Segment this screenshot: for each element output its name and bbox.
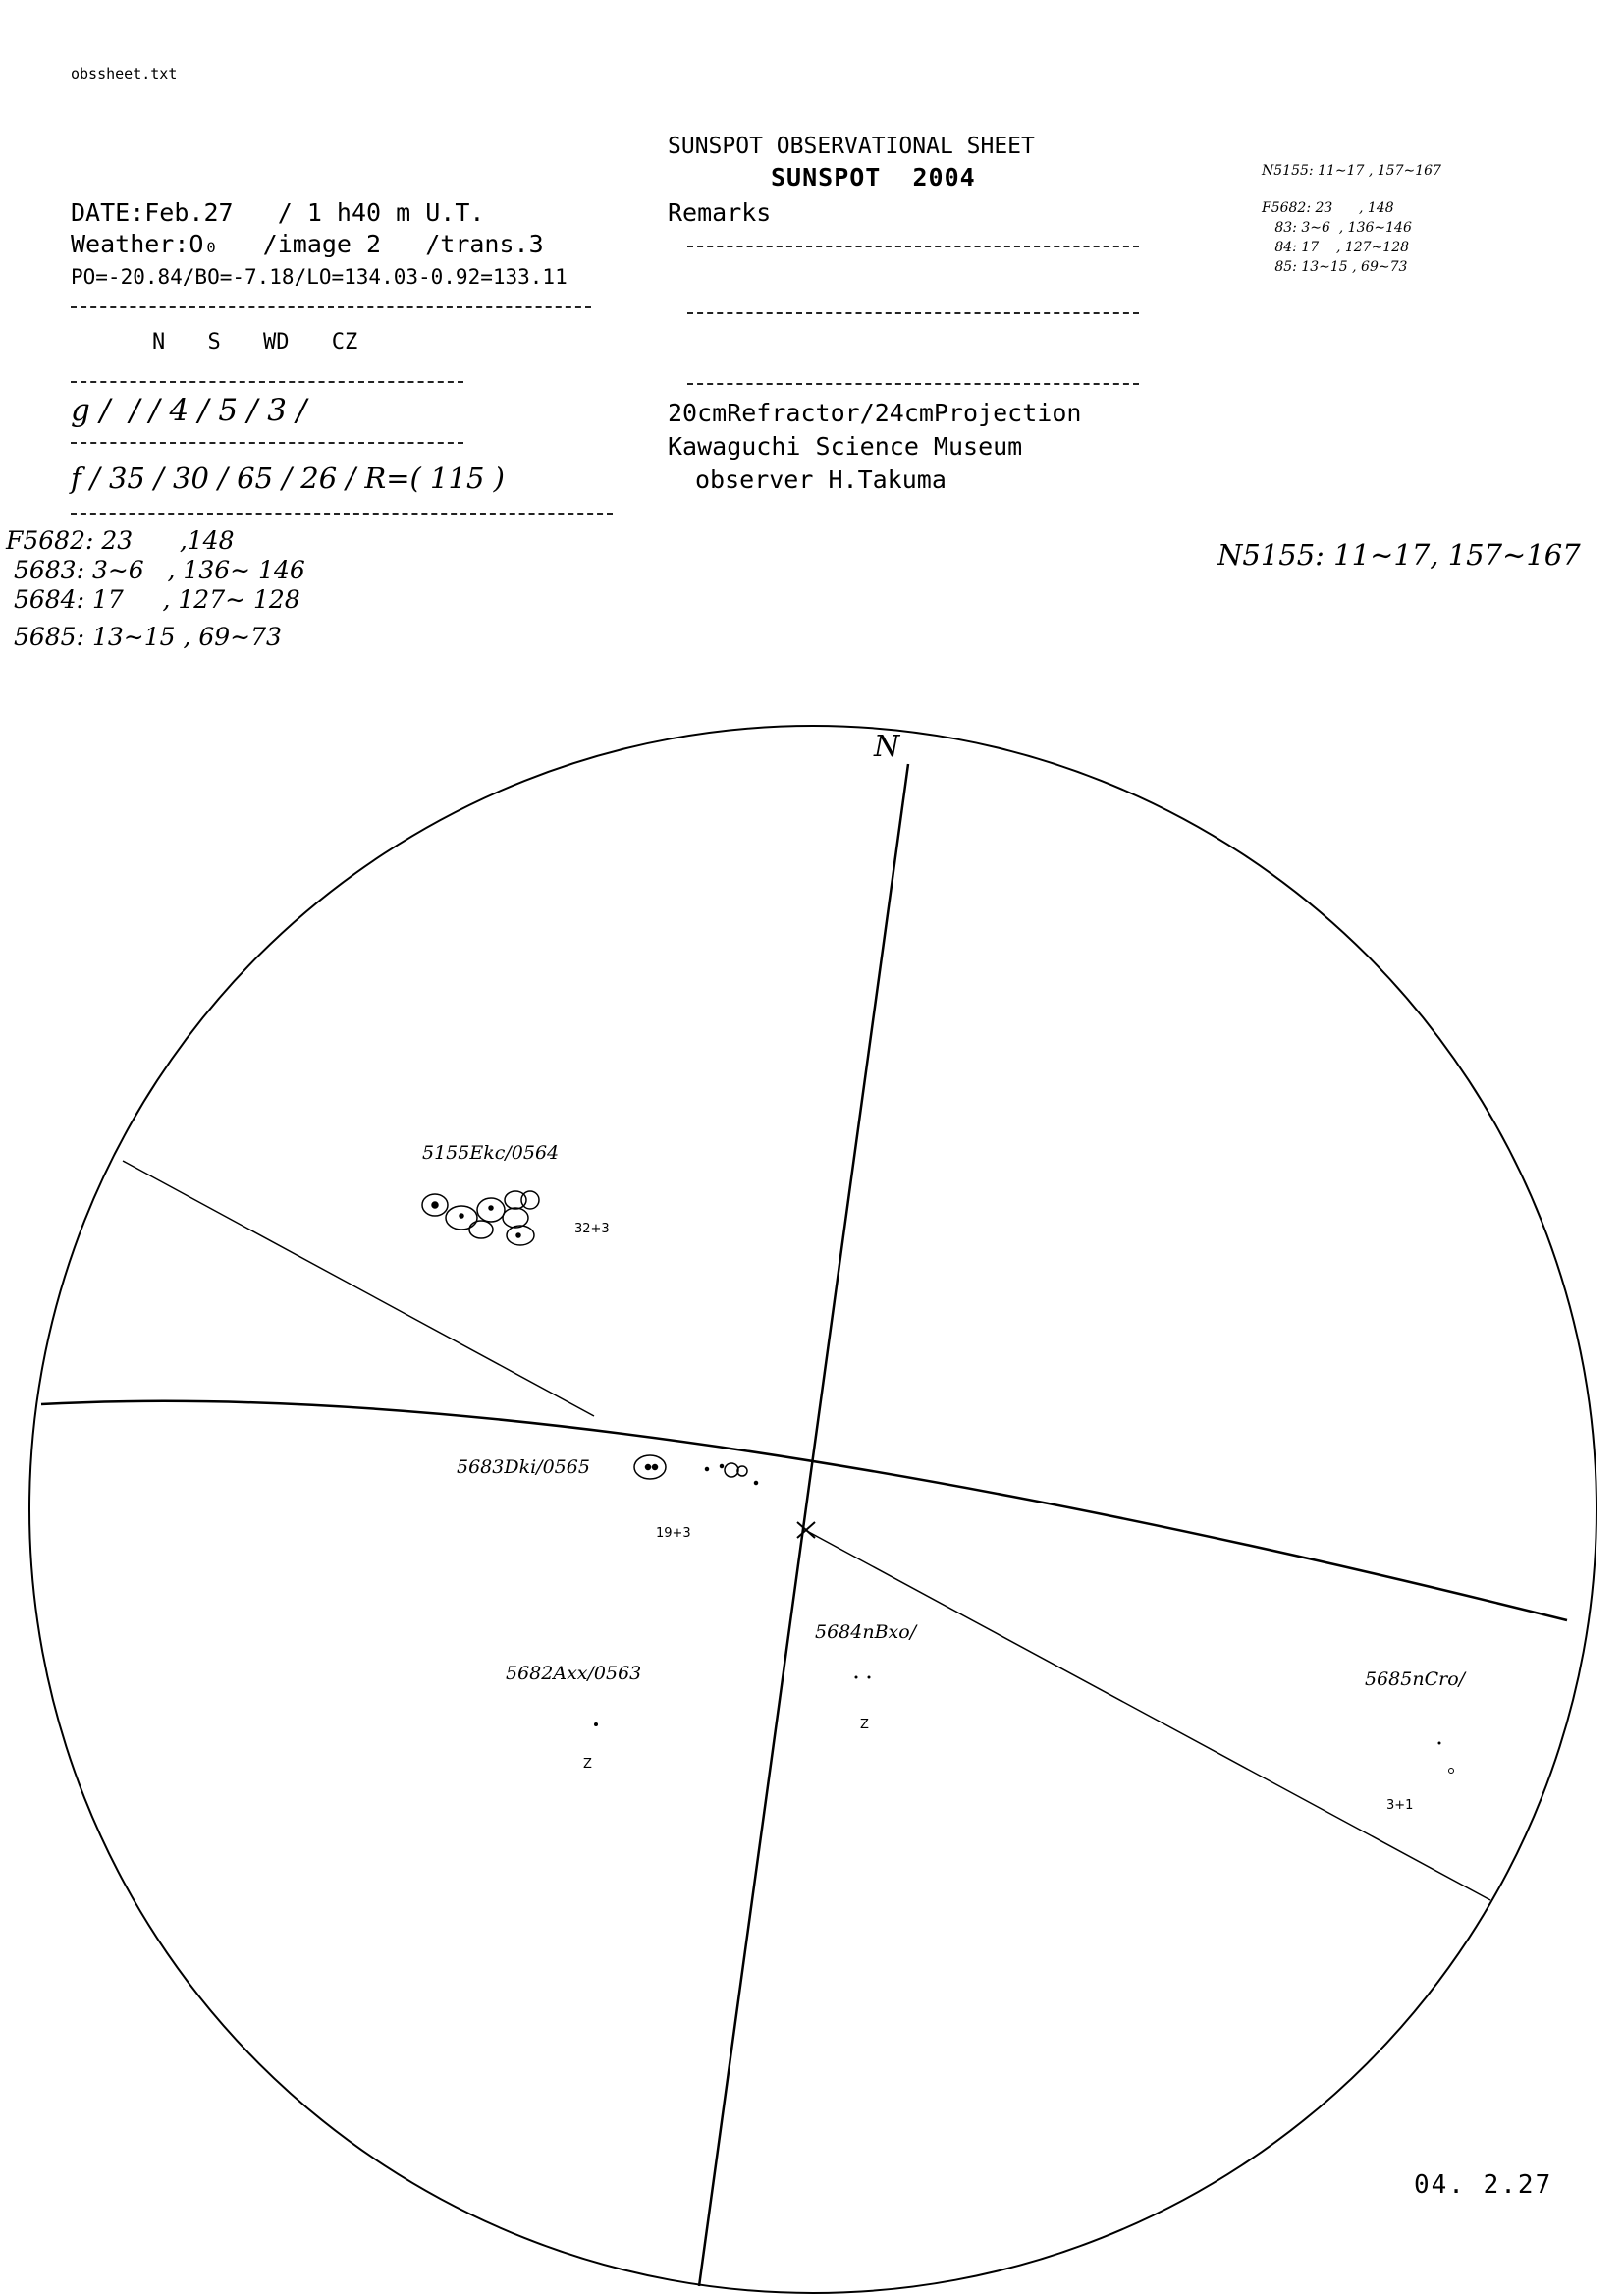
group-count: Z	[860, 1718, 869, 1732]
latitude-line-south	[805, 1530, 1490, 1900]
solar-disk-outline	[29, 726, 1596, 2293]
group-count: 19+3	[656, 1526, 691, 1541]
sheet-subtitle: SUNSPOT 2004	[771, 163, 976, 191]
sunspot-cluster	[422, 1191, 539, 1245]
groups-count-row: g / / / 4 / 5 / 3 /	[71, 393, 307, 428]
position-angle-line: PO=-20.84/BO=-7.18/LO=134.03-0.92=133.11	[71, 265, 568, 289]
latitude-line-north	[123, 1161, 594, 1416]
group-label: 5684nBxo/	[815, 1621, 917, 1643]
n5155-note: N5155: 11∼17, 157∼167	[1217, 538, 1581, 572]
north-mark: N	[874, 730, 900, 764]
note-line: 83: 3∼6 , 136∼146	[1262, 220, 1412, 236]
sunspot-dot	[1449, 1769, 1454, 1774]
region-list-item: 5683: 3∼6 , 136∼ 146	[6, 556, 305, 584]
file-name: obssheet.txt	[71, 65, 178, 82]
sunspot-dot	[1438, 1742, 1441, 1745]
museum-line: Kawaguchi Science Museum	[668, 432, 1023, 461]
group-label: 5682Axx/0563	[506, 1663, 642, 1684]
group-label: 5683Dki/0565	[457, 1456, 590, 1478]
weather-line: Weather:O₀ /image 2 /trans.3	[71, 230, 544, 258]
group-label: 5155Ekc/0564	[422, 1142, 560, 1164]
note-line: F5682: 23 , 148	[1262, 200, 1394, 216]
sheet-date-stamp: 04. 2.27	[1414, 2170, 1553, 2200]
instrument-line: 20cmRefractor/24cmProjection	[668, 399, 1082, 427]
sunspot-cluster	[634, 1455, 758, 1485]
remarks-label: Remarks	[668, 198, 772, 227]
note-line: 85: 13∼15 , 69∼73	[1262, 259, 1408, 275]
note-line: N5155: 11∼17 , 157∼167	[1262, 163, 1441, 179]
region-list-item: 5684: 17 , 127∼ 128	[6, 585, 300, 614]
sheet-title: SUNSPOT OBSERVATIONAL SHEET	[668, 134, 1035, 159]
counts-column-header: N S WD CZ	[152, 330, 358, 355]
group-label: 5685nCro/	[1365, 1668, 1466, 1690]
group-count: 32+3	[574, 1222, 610, 1236]
spots-count-row: f / 35 / 30 / 65 / 26 / R=( 115 )	[71, 462, 505, 495]
date-line: DATE:Feb.27 / 1 h40 m U.T.	[71, 198, 485, 227]
note-line: 84: 17 , 127∼128	[1262, 240, 1410, 255]
region-list-item: F5682: 23 ,148	[6, 526, 235, 555]
central-meridian-line	[699, 764, 908, 2286]
observer-line: observer H.Takuma	[695, 465, 947, 494]
sunspot-dot	[855, 1676, 858, 1679]
group-count: Z	[583, 1757, 592, 1772]
sunspot-dot	[868, 1676, 871, 1679]
solar-equator-line	[41, 1401, 1567, 1620]
region-list-item: 5685: 13∼15 , 69∼73	[6, 623, 282, 651]
sunspot-dot	[594, 1722, 598, 1726]
group-count: 3+1	[1386, 1798, 1414, 1813]
